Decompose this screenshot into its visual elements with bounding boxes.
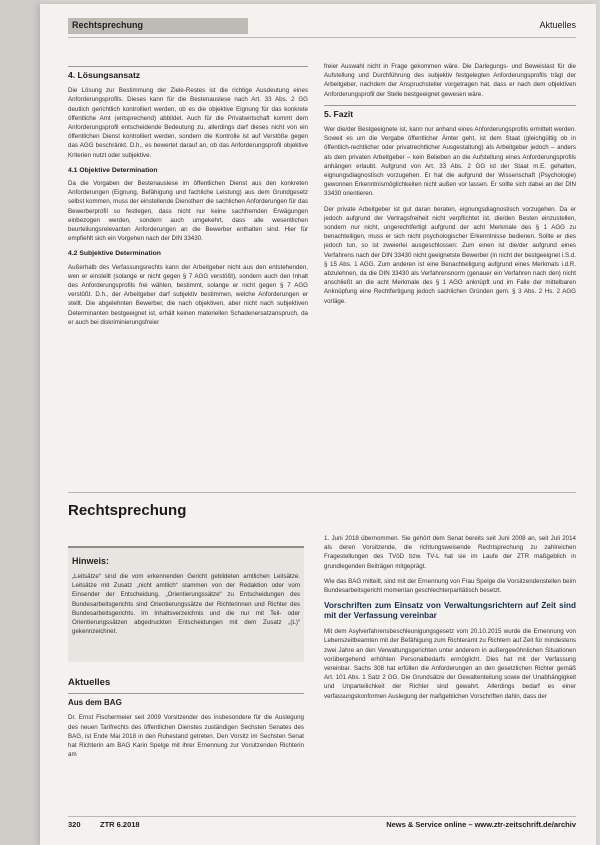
hinweis-text: „Leitsätze“ sind die vom erkennenden Gericht gebildeten amtlichen Leitsätze. Leitsätze mit Zusatz „nicht amtlich“ stammen von der Redaktion oder vom Einsender der Entscheidung. „Orientierungssätze“ zu Entscheidungen des Bundesarbeitsgerichts sind Orientierungssätze der Richterinnen und Richter des Bundesarbeitsgerichts. Im Inhaltsverzeichnis und die nur mit Teil- oder Orientierungssätzen abgedruckten Entscheidungen mit dem Zusatz „(L)“ gekennzeichnet. [72, 573, 300, 636]
paragraph: Mit dem Asylverfahrensbeschleunigungsgesetz vom 20.10.2015 wurde die Ernennung von Lebenszeitbeamten mit der Befähigung zum Richteramt zu Richtern auf Zeit für mindestens zwei Jahre an den Verwaltungsgerichten unter anderem in außergewöhnlichen Situationen vorübergehend erhöhten Personalbedarfs ermöglicht. Dies hat mit der Verfassung vereinbar. Sachs 308 hat erfüllen die Anforderungen an den gesetzlichen Richter gemäß Art. 101 Abs. 1 Satz 2 GG. Die Grundsätze der Gewaltenteilung sowie der Unabhängigkeit und Unparteilichkeit der Richter sind gewahrt. Allerdings bedarf es einer verfassungskonformen Auslegung der maßgeblichen Vorschriften dahin, dass der [324, 628, 576, 700]
document-page [40, 4, 596, 845]
page-footer [68, 816, 576, 830]
header-right-label: Aktuelles [539, 20, 576, 30]
paragraph: Dr. Ernst Fischermeier seit 2009 Vorsitzender des insbesondere für die Auslegung des neuen Tarifrechts des öffentlichen Dienstes zuständigen Sechsten Senates des BAG, ist Ende Mai 2018 in den Ruhestand getreten. Den Vorsitz im Sechsten Senat hat Richterin am BAG Karin Spelge mit ihrer Ernennung zur Vorsitzenden Richterin am [68, 714, 304, 759]
heading-verwaltungsrichter: Vorschriften zum Einsatz von Verwaltungsrichtern auf Zeit sind mit der Verfassung vereinbar [324, 601, 576, 621]
journal-issue: ZTR 6.2018 [100, 820, 140, 829]
footer-website: News & Service online – www.ztr-zeitschrift.de/archiv [386, 820, 576, 829]
paragraph: freier Auswahl nicht in Frage gekommen wäre. Die Darlegungs- und Beweislast für die Aufstellung und Durchführung des subjektiv festgelegten Anforderungsprofils trägt der Arbeitgeber, nachdem der Anspruchsteller vorgetragen hat, dass er nach dem objektiven Anforderungsprofil der Stelle bestgeeignet gewesen wäre. [324, 63, 576, 98]
heading-fazit: 5. Fazit [324, 105, 576, 119]
right-column-top [324, 62, 576, 312]
paragraph: Die Lösung zur Bestimmung der Ziele-Restes ist die richtige Ausdeutung eines Anforderungsprofils. Dieses kann für die Bestenauslese nach Art. 33 Abs. 2 GG deutlich gerichtlich kontrolliert werden, ob es die objektive Eignung für das konkrete öffentliche Amt (entsprechend) abbildet. Auch für die Privatwirtschaft kommt dem Anforderungsprofil entscheidende Bedeutung zu, allerdings darf dieses nicht von ein öffentlichen Dienst kontrolliert werden, sondern die Kontrolle ist auf Verstöße gegen das AGG beschränkt. D.h., es bewertet darauf an, ob das Anforderungsprofil objektive Kriterien nutzt oder subjektive. [68, 87, 308, 159]
header-section-label: Rechtsprechung [68, 18, 248, 34]
paragraph: Da die Vorgaben der Bestenauslese im öffentlichen Dienst aus den konkreten Anforderungen (Eignung, Befähigung und fachliche Leistung) aus dem Grundgesetz selbst kommen, muss der einstellende Dienstherr die sachlichen Anforderungen für das Bewerberprofil so festlegen, dass nicht nur keine sachfremden Erwägungen einbezogen werden, sondern auch umgekehrt, dass alle wesentlichen beurteilungsrelevanten Anforderungen an die Bewerber enthalten sind. Hier für empfiehlt sich ein Vorgehen nach der DIN 33430. [68, 180, 308, 243]
page-number: 320 [68, 820, 81, 829]
heading-loesungsansatz: 4. Lösungsansatz [68, 66, 308, 80]
aktuelles-title: Aktuelles [68, 677, 111, 688]
left-column-top [68, 62, 308, 333]
paragraph: Außerhalb des Verfassungsrechts kann der Arbeitgeber nicht aus den entstehenden, wen er einstellt (solange er nicht gegen § 7 AGG verstößt), sondern auch den Inhalt des Anforderungsprofils frei wählen, bestimmt, solange er nicht gegen § 7 AGG verstößt. D.h., der Arbeitgeber darf subjektiv bestimmen, welche Anforderungen er stellt. Die abgelehnten Bewerber, die nach objektiven, aber nicht nach subjektiven Determinanten bestgeeignet ist, erhält keinen materiellen Schadenersatzanspruch, da er auch bei diskriminierungsfreier [68, 263, 308, 326]
paragraph: Wer die/der Bestgeeignete ist, kann nur anhand eines Anforderungsprofils ermittelt werden. Soweit es um die Vergabe öffentlicher Ämter geht, ist dem Staat (gleichgültig ob in öffentlich-rechtlicher oder privatrechtlicher Ausgestaltung) als Arbeitgeber jedoch – anders als dem privaten Arbeitgeber – kein Belieben an die Aufstellung eines Anforderungsprofils anhängen erlaubt. Aufgrund von Art. 33 Abs. 2 GG ist der Staat m.E. gehalten, eignungsdiagnostisch vorzugehen. Er hat die aufgrund der Wissenschaft (Psychologie) gewonnen Erkenntnismöglichkeiten nicht außen vor lassen. Er sollte sich dabei an der DIN 33430 orientieren. [324, 126, 576, 198]
paragraph: Der private Arbeitgeber ist gut daran beraten, eignungsdiagnostisch vorzugehen. Da er jedoch aufgrund der Vertragsfreiheit nicht verpflichtet ist, die/den Besten einzustellen, sondern nur nicht, ungerechtfertigt aufgrund der acht Merkmale des § 1 AGG zu benachteiligen, muss er sich nicht psychologischer Erkenntnisse bedienen. Sollte er dies jedoch tun, so ist zweierlei ausgeschlossen: Zum einen ist die/der aufgrund eines Verfahrens nach der DIN 33430 nicht geeignetste Bewerber (in nicht der bestgeeignet i.S.d. § 15 Abs. 1 AGG. Zum anderen ist eine Benachteiligung aufgrund eines Merkmals i.d.R. abzulehnen, da die DIN 33430 als Verfahrensnorm (genauer ein Verfahren nach den) nicht anschließt an die acht Merkmale des § 1 AGG anknüpft und im Falle der mittelbaren Anknüpfung eine Rechtfertigung jedoch sachlichen Gründen gem. § 3 Abs. 2 Hs. 2 AGG vorläge. [324, 205, 576, 305]
hinweis-box [68, 546, 304, 662]
paragraph: Wie das BAG mitteilt, sind mit der Ernennung von Frau Spelge die Vorsitzendenstellen beim Bundesarbeitsgericht momentan geschlechterparitätisch besetzt. [324, 577, 576, 595]
heading-objektive-determination: 4.1 Objektive Determination [68, 166, 158, 174]
heading-subjektive-determination: 4.2 Subjektive Determination [68, 250, 161, 258]
section-divider [68, 492, 576, 493]
right-column-bottom [324, 534, 576, 707]
running-header [68, 16, 576, 38]
aktuelles-column [68, 674, 304, 765]
paragraph: 1. Juni 2018 übernommen. Sie gehört dem Senat bereits seit Juni 2008 an, seit Juli 2014 als deren Vorsitzende, die richtungsweisende Rechtsprechung zu zahlreichen Fragestellungen des TVöD bzw. TV-L hat sie im Laufe der ZTR maßgeblich in grundlegenden Beiträgen mitgeprägt. [324, 535, 576, 570]
hinweis-title: Hinweis: [72, 556, 110, 566]
page-edge-shadow [0, 0, 40, 845]
section-title: Rechtsprechung [68, 502, 187, 519]
aus-dem-bag-heading: Aus dem BAG [68, 693, 304, 707]
